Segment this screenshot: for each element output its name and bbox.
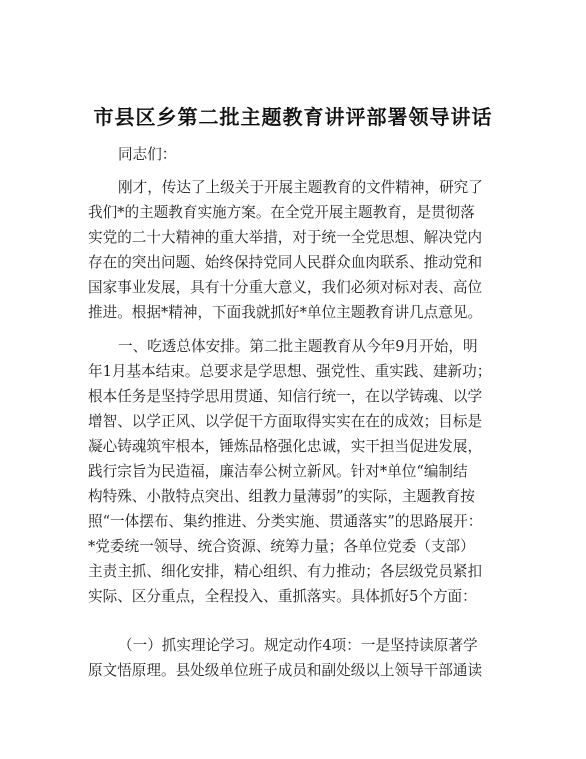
paragraph-2-line-8: 照“一体摆布、集约推进、分类实施、贯通落实”的思路展开： <box>88 513 483 530</box>
paragraph-2-line-2: 年1月基本结束。总要求是学思想、强党性、重实践、建新功； <box>88 363 492 380</box>
paragraph-1-line-2: 我们*的主题教育实施方案。在全党开展主题教育，是贯彻落 <box>88 204 475 221</box>
paragraph-3-line-2: 原文悟原理。县处级单位班子成员和副处级以上领导干部通读 <box>88 662 483 679</box>
paragraph-2-line-1: 一、吃透总体安排。第二批主题教育从今年9月开始，明 <box>118 338 478 355</box>
paragraph-2-line-10: 主责主抓、细化安排，精心组织、有力推动；各层级党员紧扣 <box>88 563 483 580</box>
paragraph-3-line-1: （一）抓实理论学习。规定动作4项：一是坚持读原著学 <box>118 637 478 654</box>
document-title: 市县区乡第二批主题教育讲评部署领导讲话 <box>93 105 493 129</box>
paragraph-1-line-1: 刚才，传达了上级关于开展主题教育的文件精神，研究了 <box>118 179 483 196</box>
paragraph-1-line-3: 实党的二十大精神的重大举措，对于统一全党思想、解决党内 <box>88 229 483 246</box>
paragraph-2-line-5: 凝心铸魂筑牢根本，锤炼品格强化忠诚，实干担当促进发展， <box>88 438 483 455</box>
paragraph-2-line-9: *党委统一领导、统合资源、统筹力量；各单位党委（支部） <box>88 538 475 555</box>
paragraph-2-line-6: 践行宗旨为民造福，廉洁奉公树立新风。针对*单位“编制结 <box>88 463 468 480</box>
paragraph-1-line-5: 国家事业发展，具有十分重大意义，我们必须对标对表、高位 <box>88 279 483 296</box>
paragraph-2-line-7: 构特殊、小散特点突出、组教力量薄弱”的实际，主题教育按 <box>88 488 475 505</box>
paragraph-1-line-6: 推进。根据*精神，下面我就抓好*单位主题教育讲几点意见。 <box>88 304 483 321</box>
paragraph-2-line-11: 实际、区分重点，全程投入、重抓落实。具体抓好5个方面： <box>88 588 477 605</box>
salutation: 同志们： <box>118 146 177 163</box>
paragraph-2-line-3: 根本任务是坚持学思用贯通、知信行统一，在以学铸魂、以学 <box>88 388 483 405</box>
paragraph-1-line-4: 存在的突出问题、始终保持党同人民群众血肉联系、推动党和 <box>88 254 483 271</box>
paragraph-2-line-4: 增智、以学正风、以学促干方面取得实实在在的成效；目标是 <box>88 413 483 430</box>
